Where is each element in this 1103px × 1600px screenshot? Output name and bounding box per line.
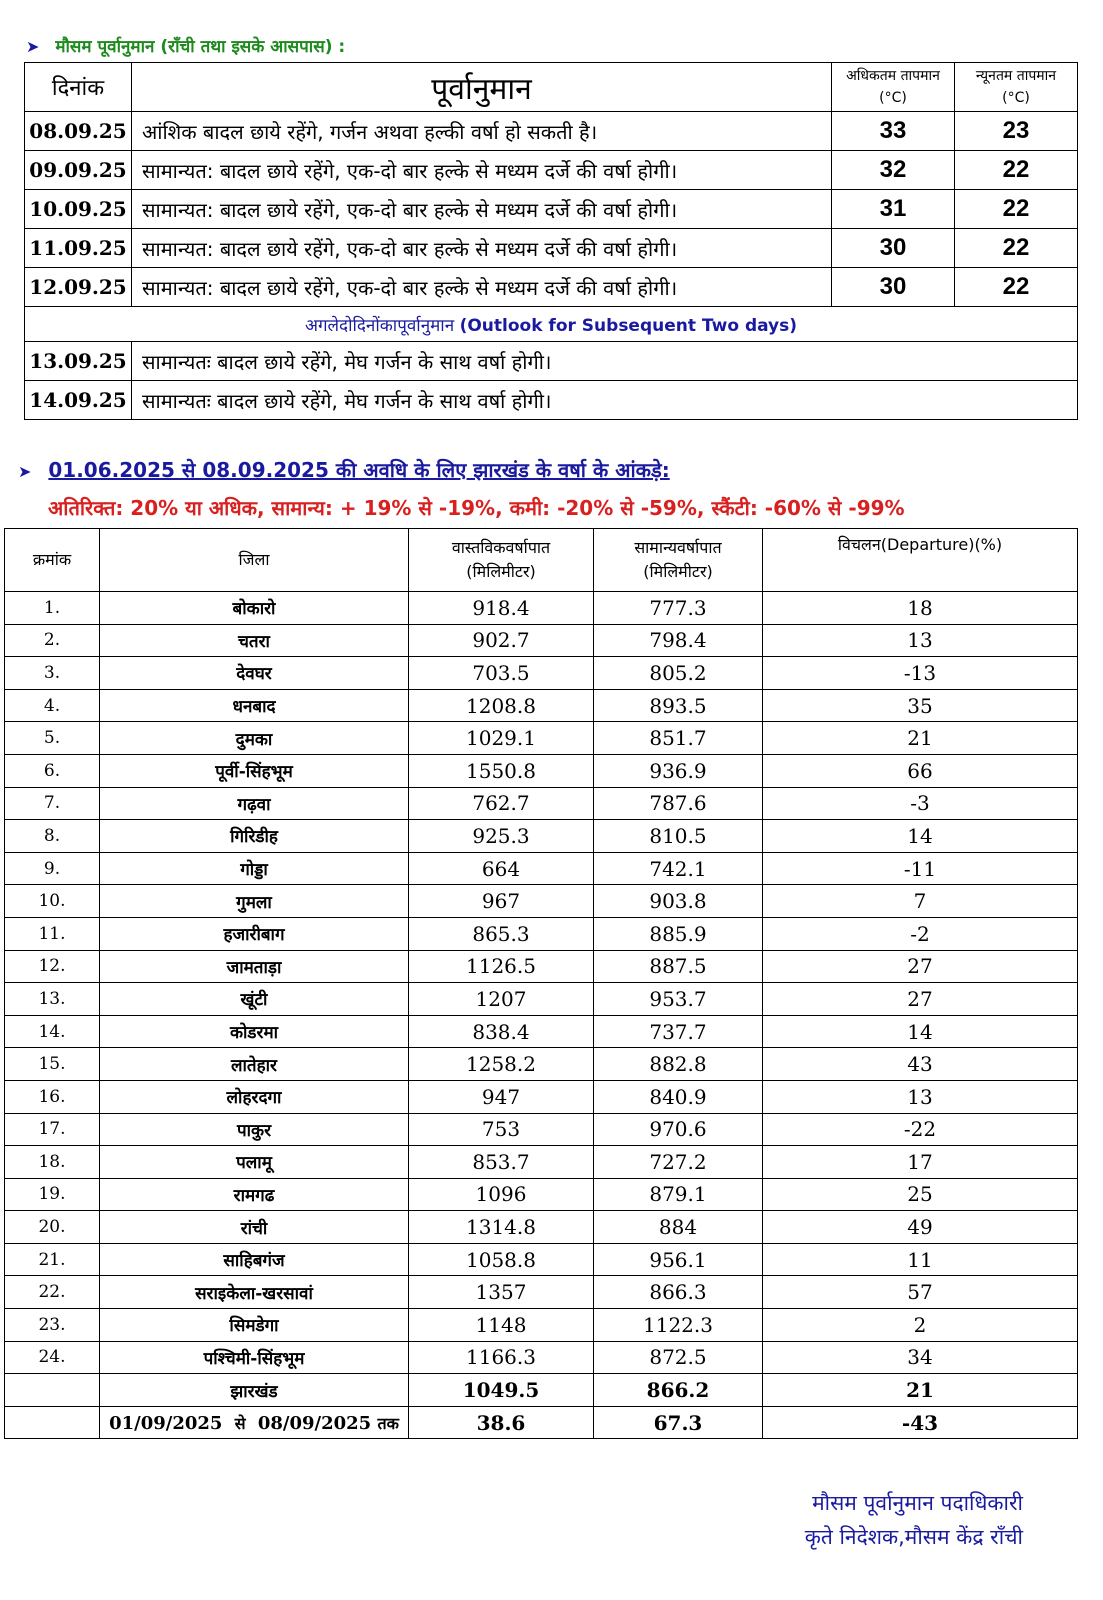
row-departure: 34 [763, 1341, 1078, 1374]
row-district: साहिबगंज [100, 1243, 409, 1276]
row-serial: 13. [5, 983, 100, 1016]
row-actual: 1058.8 [409, 1243, 594, 1276]
row-departure: 25 [763, 1178, 1078, 1211]
row-departure: 21 [763, 722, 1078, 755]
row-normal: 866.3 [594, 1276, 763, 1309]
forecast-date: 12.09.25 [25, 268, 132, 307]
row-departure: -11 [763, 852, 1078, 885]
header-normal-label: सामान्यवर्षापात [634, 538, 722, 557]
period-mid: से [234, 1413, 246, 1433]
row-departure: 27 [763, 983, 1078, 1016]
row-departure: 14 [763, 1015, 1078, 1048]
header-max-temp-unit: (°C) [879, 90, 907, 106]
row-actual: 865.3 [409, 917, 594, 950]
row-normal: 810.5 [594, 820, 763, 853]
period-from: 01/09/2025 [109, 1412, 223, 1434]
row-actual: 1314.8 [409, 1211, 594, 1244]
rainfall-row [5, 1113, 1078, 1146]
period-row [5, 1406, 1078, 1439]
rainfall-row [5, 1178, 1078, 1211]
row-actual: 918.4 [409, 592, 594, 625]
row-normal: 742.1 [594, 852, 763, 885]
row-departure: 13 [763, 624, 1078, 657]
row-normal: 851.7 [594, 722, 763, 755]
row-normal: 884 [594, 1211, 763, 1244]
signature [805, 1486, 1023, 1554]
header-departure: विचलन(Departure)(%) [763, 529, 1078, 592]
rainfall-row [5, 1048, 1078, 1081]
row-normal: 893.5 [594, 689, 763, 722]
row-normal: 727.2 [594, 1146, 763, 1179]
header-min-temp [955, 63, 1078, 112]
row-actual: 947 [409, 1080, 594, 1113]
row-normal: 936.9 [594, 754, 763, 787]
rainfall-row [5, 689, 1078, 722]
row-normal: 840.9 [594, 1080, 763, 1113]
rainfall-row [5, 1015, 1078, 1048]
row-normal: 953.7 [594, 983, 763, 1016]
forecast-min-temp: 22 [955, 229, 1078, 268]
forecast-min-temp: 23 [955, 112, 1078, 151]
forecast-min-temp: 22 [955, 268, 1078, 307]
rainfall-legend: अतिरिक्त: 20% या अधिक, सामान्य: + 19% से -19%, कमी: -20% से -59%, स्कैंटी: -60% से -99% [48, 496, 905, 520]
rainfall-row [5, 1146, 1078, 1179]
row-departure: -2 [763, 917, 1078, 950]
row-district: हजारीबाग [100, 917, 409, 950]
forecast-max-temp: 33 [832, 112, 955, 151]
row-serial: 12. [5, 950, 100, 983]
row-district: गुमला [100, 885, 409, 918]
row-actual: 1550.8 [409, 754, 594, 787]
row-district: लातेहार [100, 1048, 409, 1081]
rainfall-row [5, 852, 1078, 885]
row-district: पाकुर [100, 1113, 409, 1146]
row-departure: 43 [763, 1048, 1078, 1081]
total-serial [5, 1374, 100, 1407]
row-departure: 27 [763, 950, 1078, 983]
row-serial: 18. [5, 1146, 100, 1179]
header-min-temp-label: न्यूनतम तापमान [975, 68, 1057, 84]
period-serial [5, 1406, 100, 1439]
rainfall-row [5, 1276, 1078, 1309]
row-district: सराइकेला-खरसावां [100, 1276, 409, 1309]
row-normal: 887.5 [594, 950, 763, 983]
period-suffix: तक [377, 1413, 399, 1433]
total-departure: 21 [763, 1374, 1078, 1407]
row-district: कोडरमा [100, 1015, 409, 1048]
row-district: पूर्वी-सिंहभूम [100, 754, 409, 787]
forecast-text: सामान्यत: बादल छाये रहेंगे, एक-दो बार हल्के से मध्यम दर्जे की वर्षा होगी। [132, 268, 832, 307]
row-district: धनबाद [100, 689, 409, 722]
outlook-row-item [25, 381, 1078, 420]
row-actual: 967 [409, 885, 594, 918]
row-district: बोकारो [100, 592, 409, 625]
row-serial: 24. [5, 1341, 100, 1374]
row-serial: 10. [5, 885, 100, 918]
row-actual: 853.7 [409, 1146, 594, 1179]
rainfall-row [5, 1080, 1078, 1113]
row-normal: 1122.3 [594, 1309, 763, 1342]
row-serial: 17. [5, 1113, 100, 1146]
row-district: रांची [100, 1211, 409, 1244]
rainfall-row [5, 787, 1078, 820]
header-max-temp-label: अधिकतम तापमान [846, 68, 940, 84]
forecast-max-temp: 30 [832, 268, 955, 307]
rainfall-row [5, 820, 1078, 853]
row-district: पश्चिमी-सिंहभूम [100, 1341, 409, 1374]
period-actual: 38.6 [409, 1406, 594, 1439]
rainfall-row [5, 1309, 1078, 1342]
row-normal: 805.2 [594, 657, 763, 690]
total-normal: 866.2 [594, 1374, 763, 1407]
row-district: पलामू [100, 1146, 409, 1179]
row-normal: 970.6 [594, 1113, 763, 1146]
row-normal: 777.3 [594, 592, 763, 625]
row-departure: 11 [763, 1243, 1078, 1276]
row-departure: -3 [763, 787, 1078, 820]
row-departure: 2 [763, 1309, 1078, 1342]
forecast-body [25, 112, 1078, 307]
rainfall-row [5, 754, 1078, 787]
header-actual-unit: (मिलिमीटर) [466, 562, 536, 581]
row-normal: 882.8 [594, 1048, 763, 1081]
row-actual: 1148 [409, 1309, 594, 1342]
row-normal: 879.1 [594, 1178, 763, 1211]
outlook-row-item [25, 342, 1078, 381]
period-normal: 67.3 [594, 1406, 763, 1439]
row-normal: 737.7 [594, 1015, 763, 1048]
row-normal: 872.5 [594, 1341, 763, 1374]
row-actual: 753 [409, 1113, 594, 1146]
forecast-max-temp: 30 [832, 229, 955, 268]
header-date: दिनांक [25, 63, 132, 112]
outlook-body [25, 342, 1078, 420]
forecast-heading-text: मौसम पूर्वानुमान (राँची तथा इसके आसपास) : [55, 37, 346, 57]
row-actual: 1357 [409, 1276, 594, 1309]
row-serial: 3. [5, 657, 100, 690]
row-departure: 7 [763, 885, 1078, 918]
signature-line2: कृते निदेशक,मौसम केंद्र राँची [804, 1525, 1023, 1549]
forecast-heading [26, 34, 345, 57]
rainfall-table [4, 528, 1078, 1439]
row-departure: 49 [763, 1211, 1078, 1244]
rainfall-row [5, 657, 1078, 690]
rainfall-row [5, 624, 1078, 657]
row-actual: 838.4 [409, 1015, 594, 1048]
outlook-hindi: अगलेदोदिनोंकापूर्वानुमान [304, 315, 455, 336]
row-serial: 20. [5, 1211, 100, 1244]
row-serial: 8. [5, 820, 100, 853]
forecast-date: 11.09.25 [25, 229, 132, 268]
header-min-temp-unit: (°C) [1002, 90, 1030, 106]
forecast-date: 10.09.25 [25, 190, 132, 229]
header-max-temp [832, 63, 955, 112]
row-actual: 1258.2 [409, 1048, 594, 1081]
header-normal [594, 529, 763, 592]
header-serial: क्रमांक [5, 529, 100, 592]
forecast-max-temp: 31 [832, 190, 955, 229]
forecast-row [25, 112, 1078, 151]
row-normal: 798.4 [594, 624, 763, 657]
forecast-text: सामान्यत: बादल छाये रहेंगे, एक-दो बार हल्के से मध्यम दर्जे की वर्षा होगी। [132, 151, 832, 190]
period-label [100, 1406, 409, 1439]
row-actual: 664 [409, 852, 594, 885]
forecast-row [25, 268, 1078, 307]
signature-line1: मौसम पूर्वानुमान पदाधिकारी [812, 1491, 1023, 1515]
row-district: दुमका [100, 722, 409, 755]
row-district: गढ़वा [100, 787, 409, 820]
outlook-english: (Outlook for Subsequent Two days) [459, 315, 798, 336]
rainfall-row [5, 983, 1078, 1016]
row-actual: 1166.3 [409, 1341, 594, 1374]
row-actual: 1126.5 [409, 950, 594, 983]
forecast-text: सामान्यत: बादल छाये रहेंगे, एक-दो बार हल्के से मध्यम दर्जे की वर्षा होगी। [132, 190, 832, 229]
forecast-text: सामान्यत: बादल छाये रहेंगे, एक-दो बार हल्के से मध्यम दर्जे की वर्षा होगी। [132, 229, 832, 268]
arrow-bullet-icon: ➤ [18, 462, 32, 481]
rainfall-row [5, 885, 1078, 918]
row-normal: 885.9 [594, 917, 763, 950]
row-actual: 1207 [409, 983, 594, 1016]
header-district: जिला [100, 529, 409, 592]
row-district: लोहरदगा [100, 1080, 409, 1113]
rainfall-row [5, 592, 1078, 625]
row-serial: 16. [5, 1080, 100, 1113]
rainfall-row [5, 1341, 1078, 1374]
row-departure: -22 [763, 1113, 1078, 1146]
row-district: चतरा [100, 624, 409, 657]
forecast-row [25, 229, 1078, 268]
header-forecast: पूर्वानुमान [132, 63, 832, 112]
row-actual: 703.5 [409, 657, 594, 690]
rainfall-row [5, 917, 1078, 950]
row-normal: 903.8 [594, 885, 763, 918]
row-serial: 15. [5, 1048, 100, 1081]
row-departure: 18 [763, 592, 1078, 625]
row-serial: 19. [5, 1178, 100, 1211]
row-actual: 1029.1 [409, 722, 594, 755]
row-district: जामताड़ा [100, 950, 409, 983]
row-district: गोड्डा [100, 852, 409, 885]
forecast-min-temp: 22 [955, 151, 1078, 190]
forecast-min-temp: 22 [955, 190, 1078, 229]
arrow-bullet-icon: ➤ [26, 37, 40, 56]
row-departure: 57 [763, 1276, 1078, 1309]
row-departure: -13 [763, 657, 1078, 690]
row-departure: 66 [763, 754, 1078, 787]
row-serial: 2. [5, 624, 100, 657]
outlook-date: 14.09.25 [25, 381, 132, 420]
rainfall-row [5, 1243, 1078, 1276]
row-actual: 1208.8 [409, 689, 594, 722]
row-departure: 13 [763, 1080, 1078, 1113]
header-normal-unit: (मिलिमीटर) [643, 562, 713, 581]
outlook-text: सामान्यतः बादल छाये रहेंगे, मेघ गर्जन के साथ वर्षा होगी। [132, 381, 1078, 420]
row-serial: 14. [5, 1015, 100, 1048]
row-district: देवघर [100, 657, 409, 690]
rainfall-row [5, 722, 1078, 755]
row-serial: 1. [5, 592, 100, 625]
row-actual: 762.7 [409, 787, 594, 820]
row-district: रामगढ [100, 1178, 409, 1211]
forecast-text: आंशिक बादल छाये रहेंगे, गर्जन अथवा हल्की वर्षा हो सकती है। [132, 112, 832, 151]
forecast-row [25, 151, 1078, 190]
row-serial: 4. [5, 689, 100, 722]
rainfall-row [5, 950, 1078, 983]
total-label: झारखंड [100, 1374, 409, 1407]
rainfall-body [5, 592, 1078, 1374]
row-district: गिरिडीह [100, 820, 409, 853]
rainfall-heading-text: 01.06.2025 से 08.09.2025 की अवधि के लिए झारखंड के वर्षा के आंकड़े: [48, 458, 670, 482]
row-normal: 956.1 [594, 1243, 763, 1276]
row-departure: 17 [763, 1146, 1078, 1179]
total-actual: 1049.5 [409, 1374, 594, 1407]
outlook-row [25, 307, 1078, 342]
row-actual: 1096 [409, 1178, 594, 1211]
total-row [5, 1374, 1078, 1407]
forecast-row [25, 190, 1078, 229]
row-departure: 35 [763, 689, 1078, 722]
row-actual: 925.3 [409, 820, 594, 853]
forecast-table [24, 62, 1078, 420]
row-serial: 21. [5, 1243, 100, 1276]
outlook-date: 13.09.25 [25, 342, 132, 381]
rainfall-row [5, 1211, 1078, 1244]
row-serial: 7. [5, 787, 100, 820]
header-actual [409, 529, 594, 592]
forecast-date: 09.09.25 [25, 151, 132, 190]
period-departure: -43 [763, 1406, 1078, 1439]
forecast-date: 08.09.25 [25, 112, 132, 151]
row-serial: 11. [5, 917, 100, 950]
outlook-text: सामान्यतः बादल छाये रहेंगे, मेघ गर्जन के साथ वर्षा होगी। [132, 342, 1078, 381]
forecast-max-temp: 32 [832, 151, 955, 190]
header-actual-label: वास्तविकवर्षापात [451, 538, 551, 557]
row-serial: 22. [5, 1276, 100, 1309]
row-serial: 23. [5, 1309, 100, 1342]
row-actual: 902.7 [409, 624, 594, 657]
row-departure: 14 [763, 820, 1078, 853]
row-normal: 787.6 [594, 787, 763, 820]
row-serial: 5. [5, 722, 100, 755]
period-to: 08/09/2025 [257, 1412, 372, 1434]
row-serial: 6. [5, 754, 100, 787]
row-serial: 9. [5, 852, 100, 885]
rainfall-heading [18, 456, 670, 483]
row-district: सिमडेगा [100, 1309, 409, 1342]
row-district: खूंटी [100, 983, 409, 1016]
